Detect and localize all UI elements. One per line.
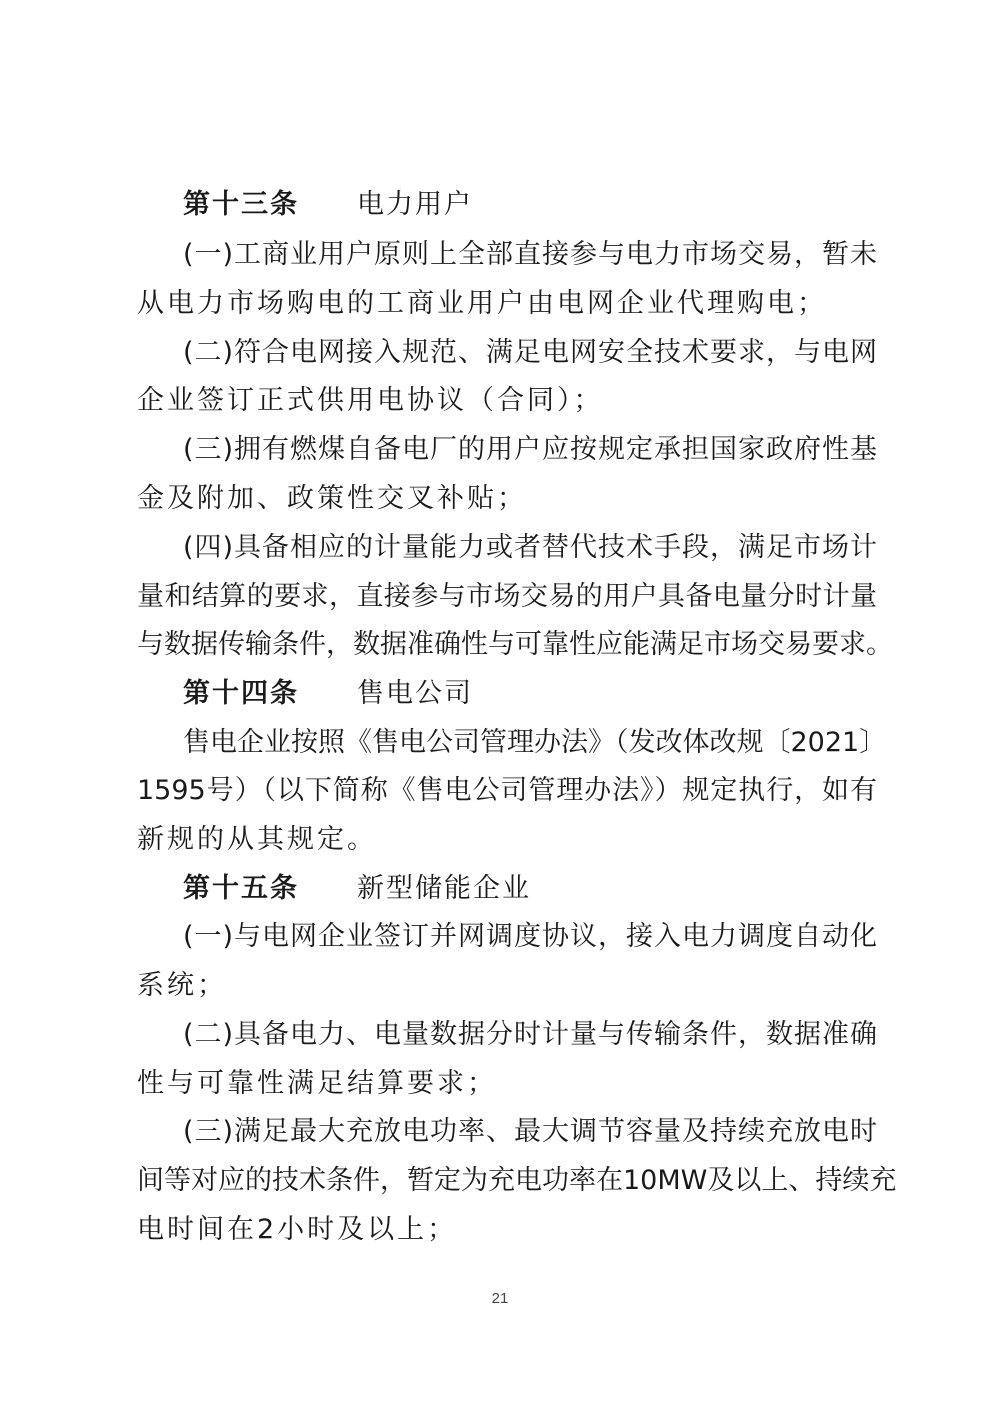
paragraph-line: 金及附加、政策性交叉补贴； xyxy=(137,483,527,514)
article-number: 第十四条 xyxy=(183,678,299,709)
article-number: 第十三条 xyxy=(183,189,299,220)
paragraph-line: (三)满足最大充放电功率、最大调节容量及持续充放电时 xyxy=(183,1116,877,1147)
page-number: 21 xyxy=(491,1290,509,1307)
paragraph-line: 性与可靠性满足结算要求； xyxy=(137,1068,497,1099)
paragraph-line: (四)具备相应的计量能力或者替代技术手段，满足市场计 xyxy=(183,532,877,563)
paragraph-line: (一)工商业用户原则上全部直接参与电力市场交易，暂未 xyxy=(183,239,877,270)
paragraph-line: (一)与电网企业签订并网调度协议，接入电力调度自动化 xyxy=(183,921,877,952)
paragraph-line: 系统； xyxy=(137,970,227,1001)
paragraph-line: (三)拥有燃煤自备电厂的用户应按规定承担国家政府性基 xyxy=(183,434,877,465)
paragraph-line: 1595号）（以下简称《售电公司管理办法》）规定执行，如有 xyxy=(137,775,877,806)
paragraph-line: 电时间在2小时及以上； xyxy=(137,1214,458,1245)
paragraph-line: 售电企业按照《售电公司管理办法》（发改体改规〔2021〕 xyxy=(183,727,887,758)
paragraph-line: 量和结算的要求，直接参与市场交易的用户具备电量分时计量 xyxy=(137,581,877,612)
article-13-heading xyxy=(183,187,923,227)
paragraph-line: 企业签订正式供用电协议（合同）； xyxy=(137,385,604,416)
paragraph-line: (二)符合电网接入规范、满足电网安全技术要求，与电网 xyxy=(183,337,877,368)
paragraph-line: 与数据传输条件，数据准确性与可靠性应能满足市场交易要求。 xyxy=(137,629,893,660)
paragraph-line: 从电力市场购电的工商业用户由电网企业代理购电； xyxy=(137,288,827,319)
article-title: 电力用户 xyxy=(357,189,473,220)
article-number: 第十五条 xyxy=(183,873,299,904)
article-title: 新型储能企业 xyxy=(357,873,531,904)
paragraph-line: 间等对应的技术条件，暂定为充电功率在10MW及以上、持续充 xyxy=(137,1165,897,1196)
article-15-heading xyxy=(183,871,923,911)
paragraph-line: 新规的从其规定。 xyxy=(137,824,377,855)
article-14-heading xyxy=(183,676,923,716)
article-title: 售电公司 xyxy=(357,678,473,709)
paragraph-line: (二)具备电力、电量数据分时计量与传输条件，数据准确 xyxy=(183,1019,877,1050)
